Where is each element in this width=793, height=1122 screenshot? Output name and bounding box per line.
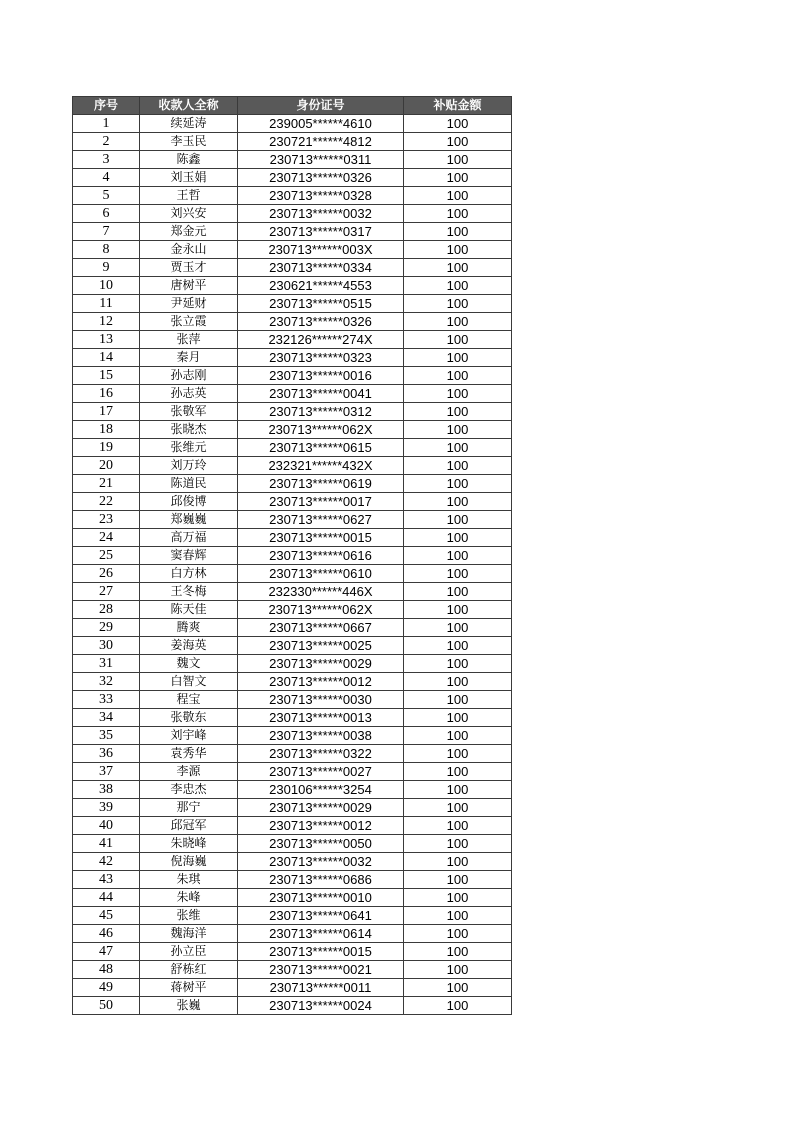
row-id-number-cell: 230713******0010 [238, 889, 404, 907]
header-id-number: 身份证号 [238, 97, 404, 115]
row-id-number-cell: 230713******003X [238, 241, 404, 259]
row-seq-cell: 22 [73, 493, 140, 511]
row-payee-name-cell: 郑金元 [140, 223, 238, 241]
row-id-number-cell: 230713******0326 [238, 169, 404, 187]
row-seq-cell: 26 [73, 565, 140, 583]
row-seq-cell: 24 [73, 529, 140, 547]
row-amount-cell: 100 [404, 313, 512, 331]
row-amount-cell: 100 [404, 799, 512, 817]
row-id-number-cell: 230713******0015 [238, 943, 404, 961]
row-id-number-cell: 230713******0615 [238, 439, 404, 457]
row-seq-cell: 31 [73, 655, 140, 673]
table-row [73, 637, 512, 655]
row-id-number-cell: 230713******0614 [238, 925, 404, 943]
row-payee-name-cell: 刘宇峰 [140, 727, 238, 745]
row-seq-cell: 4 [73, 169, 140, 187]
row-amount-cell: 100 [404, 421, 512, 439]
row-id-number-cell: 232330******446X [238, 583, 404, 601]
row-seq-cell: 10 [73, 277, 140, 295]
table-row [73, 925, 512, 943]
row-amount-cell: 100 [404, 241, 512, 259]
row-payee-name-cell: 程宝 [140, 691, 238, 709]
row-seq-cell: 1 [73, 115, 140, 133]
row-payee-name-cell: 腾爽 [140, 619, 238, 637]
row-seq-cell: 39 [73, 799, 140, 817]
row-amount-cell: 100 [404, 817, 512, 835]
row-payee-name-cell: 李源 [140, 763, 238, 781]
row-payee-name-cell: 刘兴安 [140, 205, 238, 223]
row-seq-cell: 19 [73, 439, 140, 457]
table-row [73, 187, 512, 205]
row-payee-name-cell: 孙立臣 [140, 943, 238, 961]
row-id-number-cell: 230713******0013 [238, 709, 404, 727]
table-row [73, 259, 512, 277]
row-amount-cell: 100 [404, 511, 512, 529]
row-seq-cell: 5 [73, 187, 140, 205]
row-seq-cell: 36 [73, 745, 140, 763]
row-id-number-cell: 230713******0012 [238, 817, 404, 835]
row-amount-cell: 100 [404, 439, 512, 457]
row-id-number-cell: 230713******0641 [238, 907, 404, 925]
row-id-number-cell: 232126******274X [238, 331, 404, 349]
row-seq-cell: 14 [73, 349, 140, 367]
table-row [73, 115, 512, 133]
row-seq-cell: 30 [73, 637, 140, 655]
row-seq-cell: 3 [73, 151, 140, 169]
row-payee-name-cell: 张立霞 [140, 313, 238, 331]
row-seq-cell: 40 [73, 817, 140, 835]
row-seq-cell: 38 [73, 781, 140, 799]
row-payee-name-cell: 那宁 [140, 799, 238, 817]
row-id-number-cell: 230713******0616 [238, 547, 404, 565]
table-row [73, 475, 512, 493]
row-amount-cell: 100 [404, 349, 512, 367]
row-payee-name-cell: 李玉民 [140, 133, 238, 151]
row-id-number-cell: 230713******0015 [238, 529, 404, 547]
header-amount: 补贴金额 [404, 97, 512, 115]
table-row [73, 511, 512, 529]
row-payee-name-cell: 窦春辉 [140, 547, 238, 565]
table-row [73, 799, 512, 817]
table-header [73, 97, 512, 115]
row-seq-cell: 49 [73, 979, 140, 997]
row-id-number-cell: 230713******0317 [238, 223, 404, 241]
table-row [73, 619, 512, 637]
row-seq-cell: 43 [73, 871, 140, 889]
row-payee-name-cell: 舒栋红 [140, 961, 238, 979]
table-row [73, 979, 512, 997]
row-amount-cell: 100 [404, 457, 512, 475]
row-payee-name-cell: 张维 [140, 907, 238, 925]
row-id-number-cell: 230713******0627 [238, 511, 404, 529]
row-id-number-cell: 232321******432X [238, 457, 404, 475]
row-payee-name-cell: 白方林 [140, 565, 238, 583]
row-amount-cell: 100 [404, 205, 512, 223]
row-payee-name-cell: 张敬东 [140, 709, 238, 727]
row-id-number-cell: 230713******0619 [238, 475, 404, 493]
row-id-number-cell: 230713******0038 [238, 727, 404, 745]
row-amount-cell: 100 [404, 259, 512, 277]
row-amount-cell: 100 [404, 763, 512, 781]
row-payee-name-cell: 魏海洋 [140, 925, 238, 943]
row-id-number-cell: 230621******4553 [238, 277, 404, 295]
row-seq-cell: 25 [73, 547, 140, 565]
table-row [73, 691, 512, 709]
table-row [73, 601, 512, 619]
row-seq-cell: 7 [73, 223, 140, 241]
subsidy-table [72, 96, 512, 1015]
table-row [73, 655, 512, 673]
row-payee-name-cell: 倪海巍 [140, 853, 238, 871]
header-name: 收款人全称 [140, 97, 238, 115]
row-payee-name-cell: 贾玉才 [140, 259, 238, 277]
row-seq-cell: 41 [73, 835, 140, 853]
row-payee-name-cell: 朱琪 [140, 871, 238, 889]
row-id-number-cell: 230713******0334 [238, 259, 404, 277]
row-amount-cell: 100 [404, 601, 512, 619]
row-id-number-cell: 230713******0016 [238, 367, 404, 385]
row-amount-cell: 100 [404, 547, 512, 565]
row-amount-cell: 100 [404, 655, 512, 673]
table-row [73, 763, 512, 781]
row-id-number-cell: 230713******0024 [238, 997, 404, 1015]
row-id-number-cell: 230713******0017 [238, 493, 404, 511]
row-amount-cell: 100 [404, 115, 512, 133]
row-amount-cell: 100 [404, 691, 512, 709]
row-id-number-cell: 230713******0027 [238, 763, 404, 781]
header-seq: 序号 [73, 97, 140, 115]
row-amount-cell: 100 [404, 493, 512, 511]
table-row [73, 313, 512, 331]
row-seq-cell: 20 [73, 457, 140, 475]
row-seq-cell: 34 [73, 709, 140, 727]
row-seq-cell: 23 [73, 511, 140, 529]
row-amount-cell: 100 [404, 331, 512, 349]
row-id-number-cell: 239005******4610 [238, 115, 404, 133]
row-amount-cell: 100 [404, 889, 512, 907]
row-payee-name-cell: 王冬梅 [140, 583, 238, 601]
row-id-number-cell: 230713******0029 [238, 799, 404, 817]
row-seq-cell: 37 [73, 763, 140, 781]
row-id-number-cell: 230713******062X [238, 601, 404, 619]
row-payee-name-cell: 高万福 [140, 529, 238, 547]
row-amount-cell: 100 [404, 151, 512, 169]
row-payee-name-cell: 李忠杰 [140, 781, 238, 799]
table-row [73, 421, 512, 439]
row-payee-name-cell: 王哲 [140, 187, 238, 205]
row-payee-name-cell: 郑巍巍 [140, 511, 238, 529]
row-amount-cell: 100 [404, 835, 512, 853]
row-payee-name-cell: 陈鑫 [140, 151, 238, 169]
table-row [73, 583, 512, 601]
row-amount-cell: 100 [404, 295, 512, 313]
row-payee-name-cell: 邱冠军 [140, 817, 238, 835]
row-id-number-cell: 230713******0515 [238, 295, 404, 313]
row-amount-cell: 100 [404, 943, 512, 961]
row-seq-cell: 11 [73, 295, 140, 313]
row-amount-cell: 100 [404, 637, 512, 655]
row-amount-cell: 100 [404, 367, 512, 385]
table-row [73, 709, 512, 727]
row-payee-name-cell: 秦月 [140, 349, 238, 367]
row-id-number-cell: 230713******0686 [238, 871, 404, 889]
row-id-number-cell: 230713******0021 [238, 961, 404, 979]
row-seq-cell: 6 [73, 205, 140, 223]
row-id-number-cell: 230713******0322 [238, 745, 404, 763]
row-payee-name-cell: 孙志英 [140, 385, 238, 403]
row-seq-cell: 12 [73, 313, 140, 331]
table-row [73, 853, 512, 871]
row-payee-name-cell: 刘玉娟 [140, 169, 238, 187]
row-id-number-cell: 230713******0311 [238, 151, 404, 169]
table-row [73, 457, 512, 475]
row-id-number-cell: 230713******0610 [238, 565, 404, 583]
row-seq-cell: 45 [73, 907, 140, 925]
row-id-number-cell: 230713******0041 [238, 385, 404, 403]
header-row [73, 97, 512, 115]
row-seq-cell: 18 [73, 421, 140, 439]
table-row [73, 547, 512, 565]
row-id-number-cell: 230713******0667 [238, 619, 404, 637]
table-row [73, 997, 512, 1015]
table-row [73, 907, 512, 925]
row-id-number-cell: 230713******0029 [238, 655, 404, 673]
table-row [73, 277, 512, 295]
row-seq-cell: 44 [73, 889, 140, 907]
row-payee-name-cell: 张晓杰 [140, 421, 238, 439]
row-seq-cell: 15 [73, 367, 140, 385]
row-seq-cell: 47 [73, 943, 140, 961]
row-seq-cell: 29 [73, 619, 140, 637]
row-payee-name-cell: 续延涛 [140, 115, 238, 133]
row-amount-cell: 100 [404, 169, 512, 187]
row-payee-name-cell: 张巍 [140, 997, 238, 1015]
row-amount-cell: 100 [404, 583, 512, 601]
row-seq-cell: 13 [73, 331, 140, 349]
table-row [73, 151, 512, 169]
table-row [73, 943, 512, 961]
table-row [73, 169, 512, 187]
table-row [73, 367, 512, 385]
row-seq-cell: 17 [73, 403, 140, 421]
row-payee-name-cell: 蒋树平 [140, 979, 238, 997]
table-row [73, 331, 512, 349]
row-payee-name-cell: 孙志刚 [140, 367, 238, 385]
row-amount-cell: 100 [404, 673, 512, 691]
row-seq-cell: 32 [73, 673, 140, 691]
row-amount-cell: 100 [404, 133, 512, 151]
row-seq-cell: 28 [73, 601, 140, 619]
row-id-number-cell: 230713******0011 [238, 979, 404, 997]
row-amount-cell: 100 [404, 277, 512, 295]
row-id-number-cell: 230106******3254 [238, 781, 404, 799]
row-seq-cell: 42 [73, 853, 140, 871]
row-amount-cell: 100 [404, 997, 512, 1015]
table-row [73, 439, 512, 457]
row-payee-name-cell: 张敬军 [140, 403, 238, 421]
row-amount-cell: 100 [404, 187, 512, 205]
table-row [73, 241, 512, 259]
row-payee-name-cell: 刘万玲 [140, 457, 238, 475]
row-id-number-cell: 230713******0012 [238, 673, 404, 691]
row-id-number-cell: 230713******0050 [238, 835, 404, 853]
row-payee-name-cell: 朱峰 [140, 889, 238, 907]
table-row [73, 529, 512, 547]
table-row [73, 205, 512, 223]
table-row [73, 673, 512, 691]
row-id-number-cell: 230713******0032 [238, 205, 404, 223]
row-amount-cell: 100 [404, 709, 512, 727]
table-row [73, 817, 512, 835]
row-amount-cell: 100 [404, 745, 512, 763]
table-row [73, 565, 512, 583]
table-row [73, 223, 512, 241]
row-id-number-cell: 230713******0032 [238, 853, 404, 871]
row-id-number-cell: 230721******4812 [238, 133, 404, 151]
table-row [73, 727, 512, 745]
row-payee-name-cell: 唐树平 [140, 277, 238, 295]
row-payee-name-cell: 朱晓峰 [140, 835, 238, 853]
row-payee-name-cell: 张萍 [140, 331, 238, 349]
row-amount-cell: 100 [404, 619, 512, 637]
table-row [73, 403, 512, 421]
row-amount-cell: 100 [404, 529, 512, 547]
row-amount-cell: 100 [404, 781, 512, 799]
row-seq-cell: 48 [73, 961, 140, 979]
table-row [73, 133, 512, 151]
row-amount-cell: 100 [404, 871, 512, 889]
row-seq-cell: 50 [73, 997, 140, 1015]
table-row [73, 871, 512, 889]
table-row [73, 835, 512, 853]
row-amount-cell: 100 [404, 925, 512, 943]
row-payee-name-cell: 金永山 [140, 241, 238, 259]
row-amount-cell: 100 [404, 475, 512, 493]
table-row [73, 493, 512, 511]
table-row [73, 889, 512, 907]
row-amount-cell: 100 [404, 907, 512, 925]
table-body [73, 115, 512, 1015]
row-amount-cell: 100 [404, 979, 512, 997]
table-row [73, 745, 512, 763]
table-row [73, 961, 512, 979]
row-amount-cell: 100 [404, 961, 512, 979]
table-row [73, 295, 512, 313]
row-seq-cell: 8 [73, 241, 140, 259]
row-id-number-cell: 230713******0030 [238, 691, 404, 709]
row-id-number-cell: 230713******0312 [238, 403, 404, 421]
row-payee-name-cell: 邱俊博 [140, 493, 238, 511]
row-amount-cell: 100 [404, 223, 512, 241]
row-seq-cell: 21 [73, 475, 140, 493]
row-amount-cell: 100 [404, 403, 512, 421]
row-amount-cell: 100 [404, 385, 512, 403]
row-payee-name-cell: 姜海英 [140, 637, 238, 655]
row-amount-cell: 100 [404, 727, 512, 745]
row-seq-cell: 27 [73, 583, 140, 601]
row-payee-name-cell: 魏文 [140, 655, 238, 673]
row-payee-name-cell: 陈天佳 [140, 601, 238, 619]
row-id-number-cell: 230713******0323 [238, 349, 404, 367]
row-id-number-cell: 230713******0326 [238, 313, 404, 331]
row-payee-name-cell: 张维元 [140, 439, 238, 457]
row-seq-cell: 33 [73, 691, 140, 709]
row-payee-name-cell: 白智文 [140, 673, 238, 691]
table-row [73, 349, 512, 367]
row-seq-cell: 46 [73, 925, 140, 943]
row-seq-cell: 2 [73, 133, 140, 151]
row-id-number-cell: 230713******0328 [238, 187, 404, 205]
row-payee-name-cell: 尹延财 [140, 295, 238, 313]
row-payee-name-cell: 陈道民 [140, 475, 238, 493]
row-seq-cell: 35 [73, 727, 140, 745]
table-row [73, 781, 512, 799]
row-amount-cell: 100 [404, 565, 512, 583]
row-id-number-cell: 230713******0025 [238, 637, 404, 655]
row-seq-cell: 16 [73, 385, 140, 403]
row-id-number-cell: 230713******062X [238, 421, 404, 439]
row-amount-cell: 100 [404, 853, 512, 871]
table-row [73, 385, 512, 403]
row-payee-name-cell: 袁秀华 [140, 745, 238, 763]
row-seq-cell: 9 [73, 259, 140, 277]
